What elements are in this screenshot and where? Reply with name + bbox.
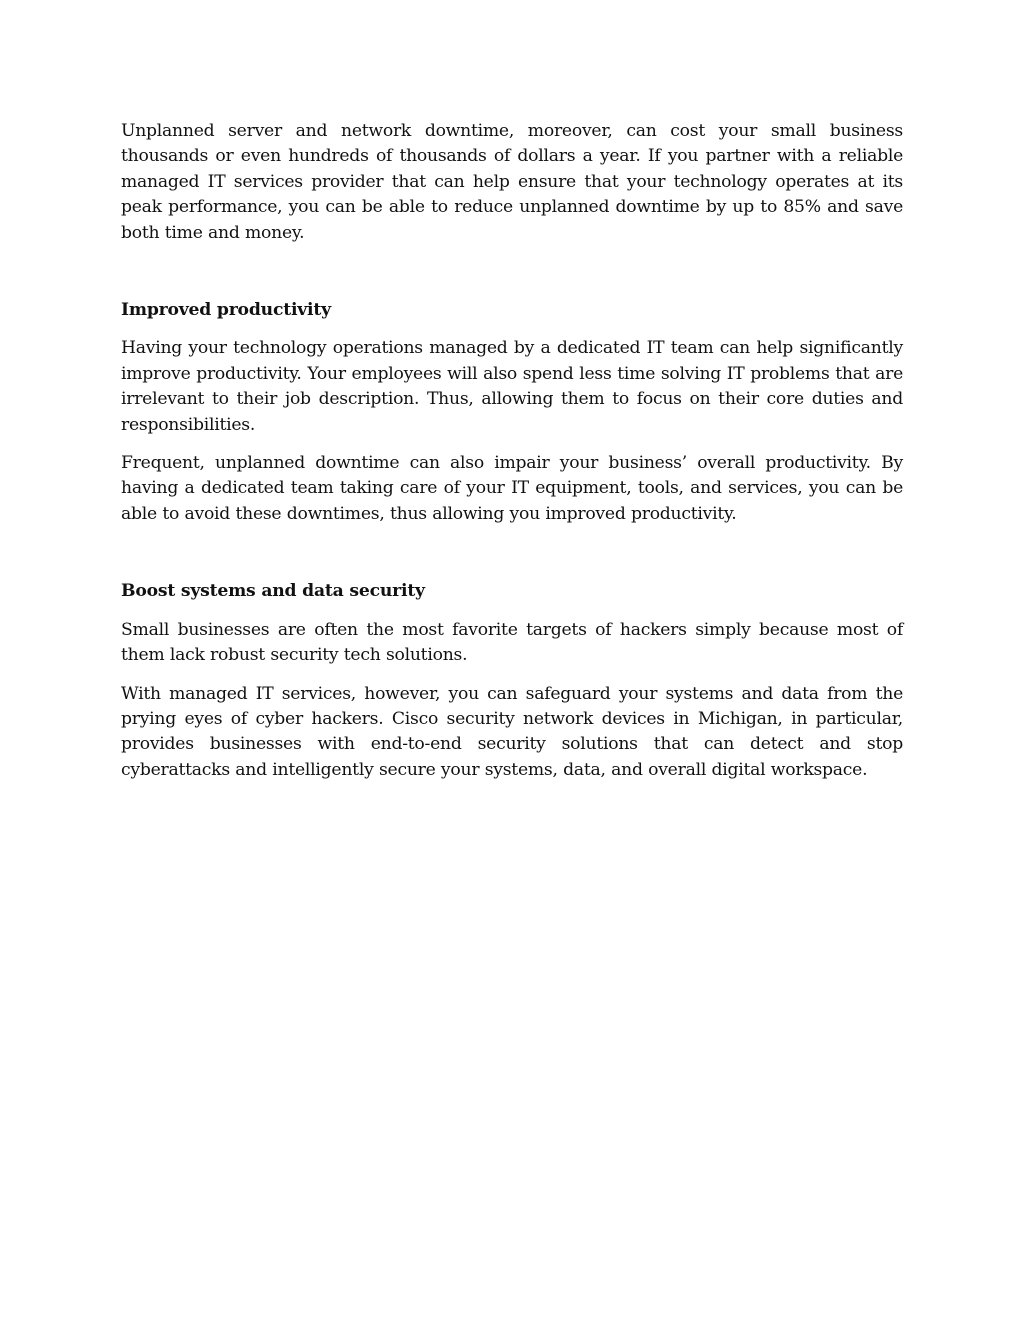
paragraph: Having your technology operations managed by a dedicated IT team can help significantly improve productivity. Your employees will also spend less time solving IT problems that are irrelevant to their job description. Thus, allowing them to focus on their core duties and responsibilities.	[121, 338, 903, 435]
paragraph: Frequent, unplanned downtime can also impair your business’ overall productivity. By having a dedicated team taking care of your IT equipment, tools, and services, you can be able to avoid these downtimes, thus allowing you improved productivity.	[121, 453, 903, 524]
paragraph: With managed IT services, however, you can safeguard your systems and data from the prying eyes of cyber hackers. Cisco security network devices in Michigan, in particular, provides businesses with end-to-end security solutions that can detect and stop cyberattacks and intelligently secure your systems, data, and overall digital workspace.	[121, 683, 903, 780]
document-page	[121, 119, 903, 796]
section-heading: Improved productivity	[121, 300, 331, 321]
paragraph: Small businesses are often the most favorite targets of hackers simply because most of them lack robust security tech solutions.	[121, 619, 903, 666]
intro-paragraph: Unplanned server and network downtime, moreover, can cost your small business thousands or even hundreds of thousands of dollars a year. If you partner with a reliable managed IT services provider that can help ensure that your technology operates at its peak performance, you can be able to reduce unplanned downtime by up to 85% and save both time and money.	[121, 121, 903, 243]
section-improved-productivity	[121, 298, 903, 527]
section-heading: Boost systems and data security	[121, 581, 425, 602]
section-spacer	[121, 540, 903, 579]
section-boost-security	[121, 579, 903, 783]
section-spacer	[121, 259, 903, 298]
